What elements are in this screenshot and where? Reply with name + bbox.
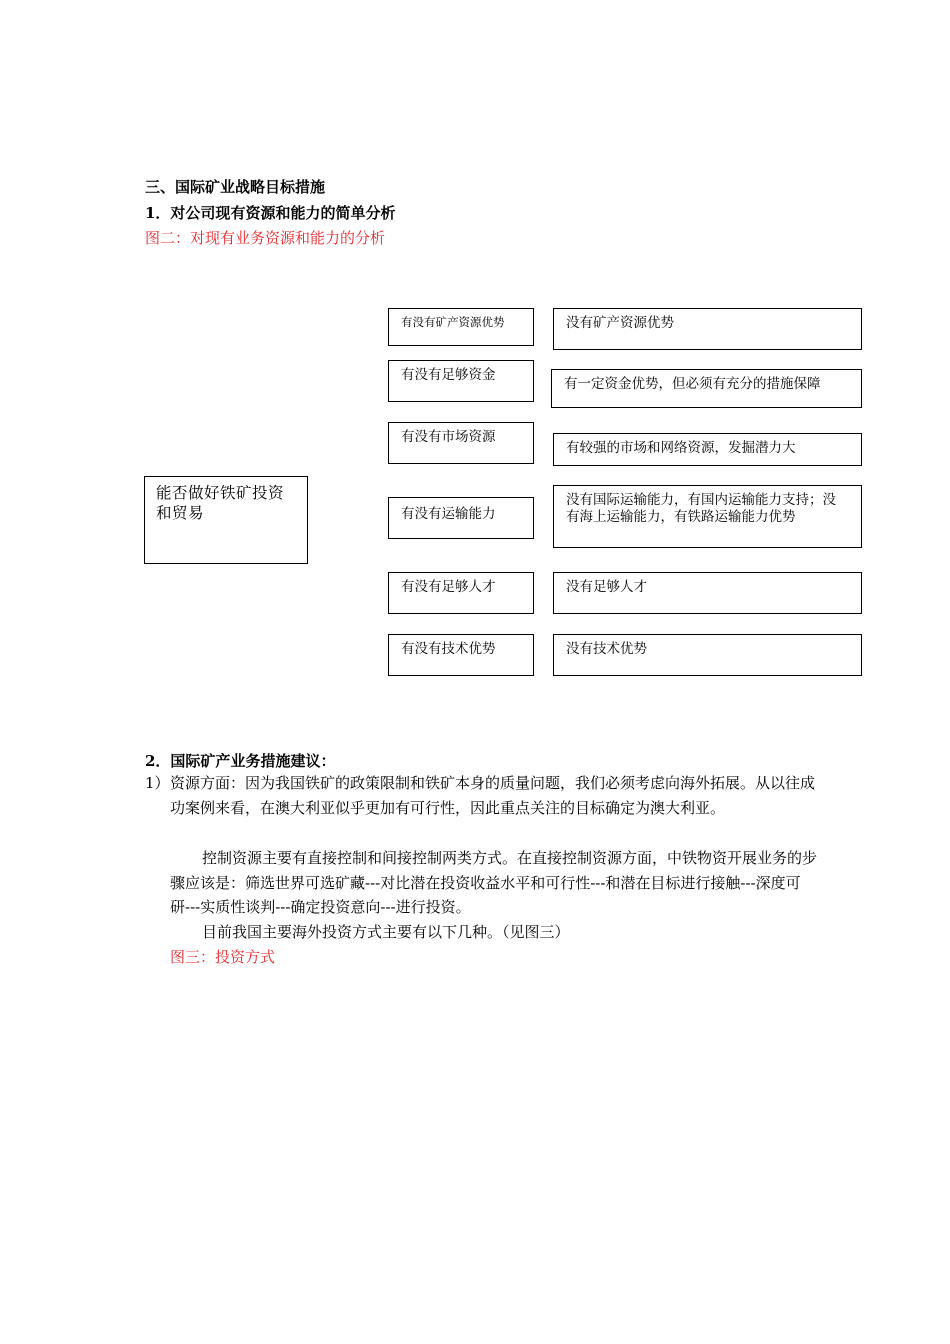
diagram-root-box: 能否做好铁矿投资和贸易 [144,476,308,564]
diagram-answer-box: 有一定资金优势，但必须有充分的措施保障 [551,369,862,408]
diagram-question-box: 有没有足够人才 [388,572,534,614]
diagram-answer-box: 没有国际运输能力，有国内运输能力支持；没有海上运输能力，有铁路运输能力优势 [553,485,862,548]
diagram-answer-box: 有较强的市场和网络资源，发掘潜力大 [553,433,862,466]
paragraph-resources: 资源方面：因为我国铁矿的政策限制和铁矿本身的质量问题，我们必须考虑向海外拓展。从以往成功案例来看，在澳大利亚似乎更加有可行性，因此重点关注的目标确定为澳大利亚。 [170,774,816,817]
diagram-answer-box: 没有足够人才 [553,572,862,614]
diagram-question-box: 有没有足够资金 [388,360,534,402]
figure-caption: 图二：对现有业务资源和能力的分析 [145,229,386,247]
list-marker: 1） [145,774,170,792]
figure3-caption: 图三：投资方式 [170,948,276,966]
section2-heading: 2．国际矿产业务措施建议： [145,752,336,770]
diagram-question-box: 有没有市场资源 [388,422,534,464]
diagram-answer-box: 没有技术优势 [553,634,862,676]
paragraph-methods: 目前我国主要海外投资方式主要有以下几种。（见图三） [202,923,570,941]
diagram-answer-box: 没有矿产资源优势 [553,308,862,350]
subsection-heading: 1．对公司现有资源和能力的简单分析 [145,204,396,222]
diagram-question-box: 有没有运输能力 [388,497,534,539]
section-heading: 三、国际矿业战略目标措施 [145,178,326,196]
diagram-question-box: 有没有矿产资源优势 [388,308,534,346]
paragraph-control: 控制资源主要有直接控制和间接控制两类方式。在直接控制资源方面，中铁物资开展业务的步骤应该是：筛选世界可选矿藏---对比潜在投资收益水平和可行性---和潜在目标进行接触---深度可研---实质性谈判---确定投资意向---进行投资。 [170,849,818,916]
diagram-question-box: 有没有技术优势 [388,634,534,676]
